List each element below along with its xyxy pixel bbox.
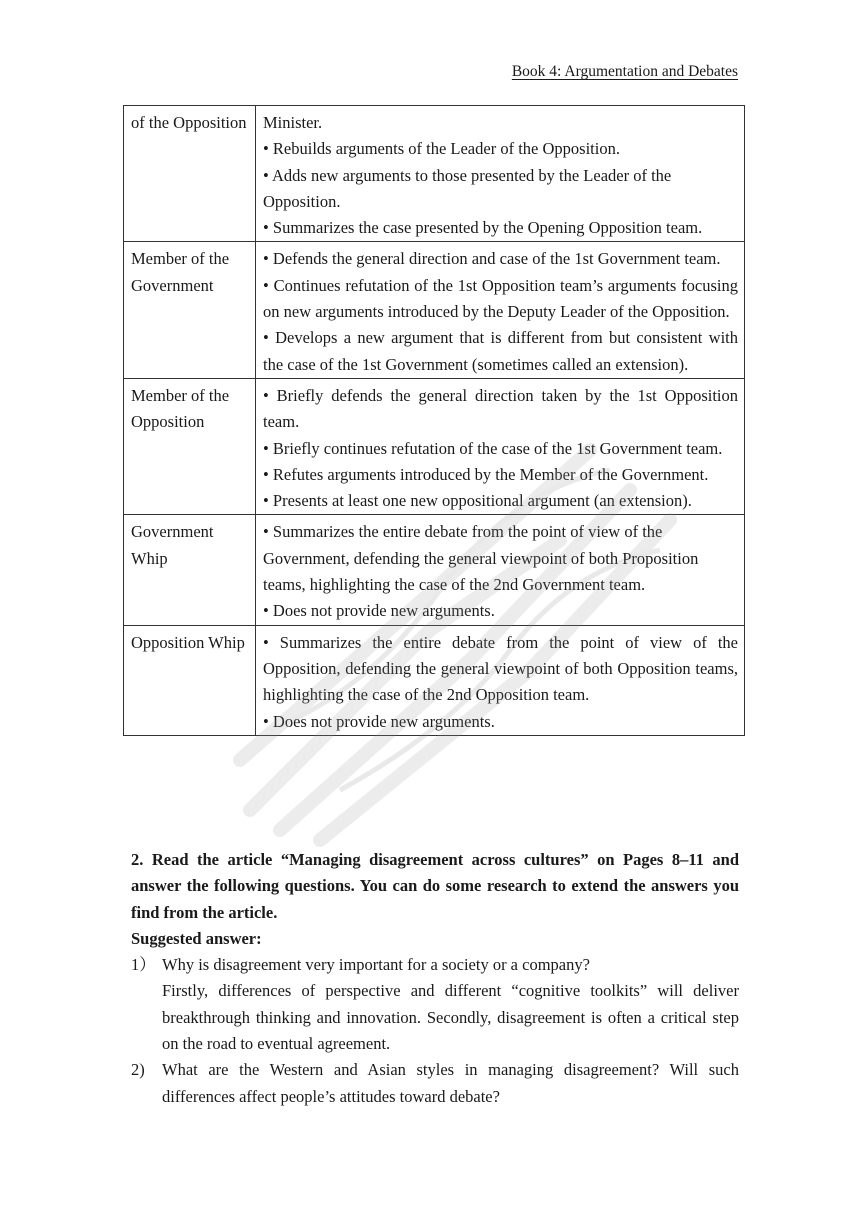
duty-line: • Refutes arguments introduced by the Member of the Government. [263,464,709,484]
duties-cell [256,625,745,735]
duty-line: • Summarizes the entire debate from the point of view of the Opposition, defending the general viewpoint of both Opposition teams, highlighting the case of the 2nd Opposition team. [263,632,738,705]
item-number: 2) [131,1060,145,1080]
duty-line: • Presents at least one new oppositional argument (an extension). [263,491,692,511]
role-cell: Member of the Opposition [124,378,256,514]
exercise-section [131,847,739,1110]
roles-table [123,105,745,736]
duties-cell [256,378,745,514]
duty-line: • Does not provide new arguments. [263,601,495,621]
duties-cell [256,515,745,625]
role-cell: of the Opposition [124,106,256,242]
table-row [124,106,745,242]
role-cell: Government Whip [124,515,256,625]
duty-line: • Defends the general direction and case of the 1st Government team. [263,249,721,269]
role-cell: Opposition Whip [124,625,256,735]
duty-line: • Summarizes the case presented by the Opening Opposition team. [263,218,703,238]
duty-line: • Briefly defends the general direction taken by the 1st Opposition team. [263,385,738,432]
duty-line: • Rebuilds arguments of the Leader of the Opposition. [263,139,620,159]
duty-line: • Develops a new argument that is different from but consistent with the case of the 1st Government (sometimes called an extension). [263,328,738,374]
duty-line: • Continues refutation of the 1st Opposition team’s arguments focusing [263,275,738,295]
table-row [124,515,745,625]
answer-text: Firstly, differences of perspective and different “cognitive toolkits” will deliver breakthrough thinking and innovation. Secondly, disagreement is often a critical step on the road to eventual agreement. [162,981,739,1054]
running-header: Book 4: Argumentation and Debates [511,63,738,80]
duty-line: • Does not provide new arguments. [263,711,495,731]
duties-cell [256,242,745,378]
table-row [124,242,745,378]
duty-line: • Briefly continues refutation of the case of the 1st Government team. [263,438,723,458]
question-text: What are the Western and Asian styles in managing disagreement? Will such differences affect people’s attitudes toward debate? [162,1060,739,1106]
suggested-answer-label: Suggested answer: [131,928,262,948]
role-cell: Member of the Government [124,242,256,378]
list-item [131,1057,739,1110]
duty-line: on new arguments introduced by the Deputy Leader of the Opposition. [263,302,730,322]
question-text: Why is disagreement very important for a society or a company? [162,955,590,975]
table-row [124,378,745,514]
duty-line: • Summarizes the entire debate from the point of view of the Government, defending the general viewpoint of both Proposition teams, highlighting the case of the 2nd Government team. [263,522,699,595]
duty-line: Minister. [263,113,323,132]
duty-line: • Adds new arguments to those presented by the Leader of the Opposition. [263,165,672,211]
table-row [124,625,745,735]
duties-cell [256,106,745,242]
exercise-heading: 2. Read the article “Managing disagreement across cultures” on Pages 8–11 and answer the following questions. You can do some research to extend the answers you find from the article. [131,850,739,922]
list-item [131,952,739,1057]
item-number: 1） [131,955,156,975]
